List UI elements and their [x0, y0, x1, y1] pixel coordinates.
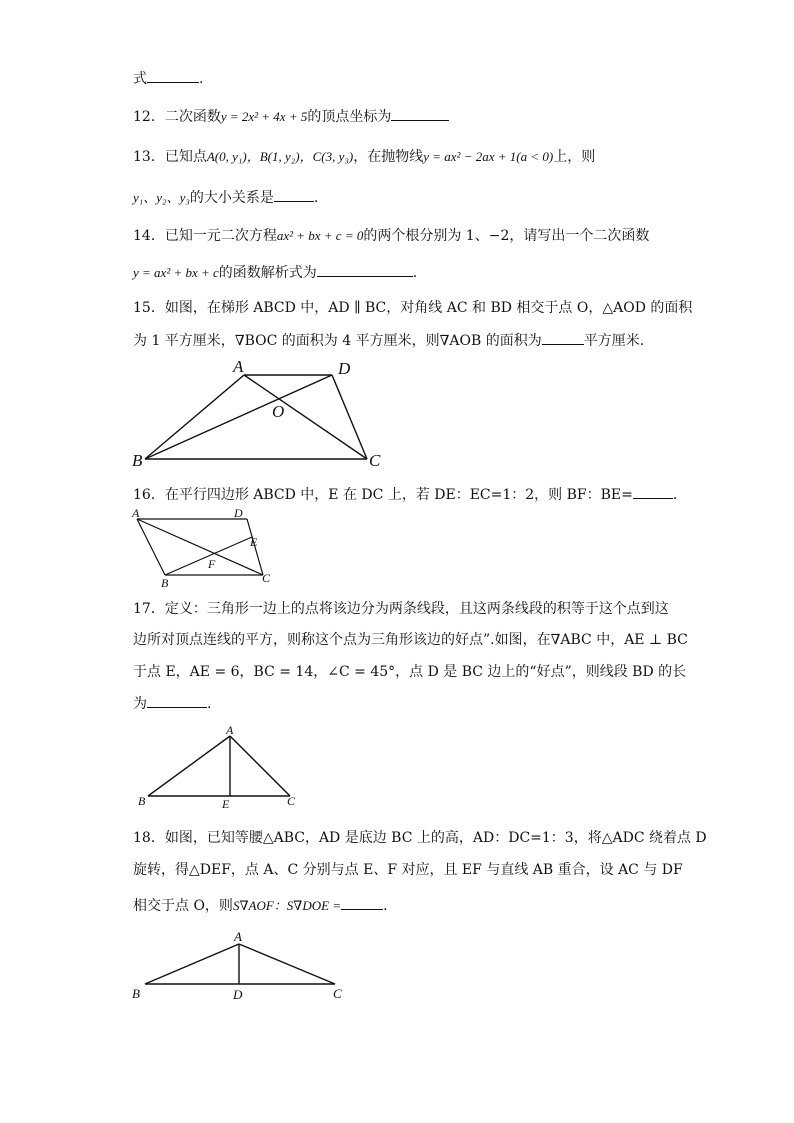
q12-math: y = 2x² + 4x + 5 — [220, 109, 308, 124]
label-B: B — [132, 451, 143, 470]
label-D: D — [234, 506, 243, 520]
q13-points: A(0, y₁)，B(1, y₂)，C(3, y₃) — [206, 149, 354, 164]
q13-end: . — [313, 190, 319, 206]
q17-text-3: 于点 E，AE = 6，BC = 14，∠C = 45°，点 D 是 BC 边上的“好点”，则线段 BD 的长 — [133, 664, 687, 680]
label-A: A — [226, 723, 234, 737]
q11-text: 式 — [133, 71, 147, 87]
q14-text-b: 的两个根分别为 1、−2，请写出一个二次函数 — [363, 228, 650, 244]
label-E: E — [222, 797, 230, 811]
q14-text-a: 14．已知一元二次方程 — [133, 228, 277, 244]
q18-text-1: 18．如图，已知等腰△ABC，AD 是底边 BC 上的高，AD：DC=1：3，将△ADC 绕着点 D — [133, 830, 707, 846]
label-C: C — [369, 451, 381, 470]
label-C: C — [333, 986, 342, 1001]
q13-text-b: ，在抛物线 — [353, 149, 424, 165]
q17-text-1: 17．定义：三角形一边上的点将该边分为两条线段，且这两条线段的积等于这个点到这 — [133, 601, 669, 617]
q18-ratio: S∇AOF：S∇DOE = — [232, 898, 342, 913]
q17-text-2: 边所对顶点连线的平方，则称这个点为三角形该边的好点”.如图，在∇ABC 中，AE ⊥ BC — [133, 632, 688, 648]
q16-end: . — [672, 487, 678, 503]
q13-y-values: y₁、y₂、y₃ — [133, 190, 190, 205]
q17-text-4: 为 — [133, 696, 147, 712]
q13-text-d: 的大小关系是 — [189, 190, 274, 206]
q13-text-a: 13．已知点 — [133, 149, 207, 165]
q15-text-1: 15．如图，在梯形 ABCD 中，AD ∥ BC，对角线 AC 和 BD 相交于点 O，△AOD 的面积 — [133, 300, 693, 316]
q12-text: 12．二次函数 — [133, 109, 221, 125]
label-O: O — [272, 402, 285, 421]
segment-AB — [145, 944, 239, 984]
q15-text-b: ∇BOC 的面积为 4 平方厘米，则 — [234, 333, 440, 349]
label-C: C — [287, 794, 296, 808]
q14-end: . — [412, 265, 418, 281]
q11-end: . — [199, 71, 204, 87]
q13-parabola: y = ax² − 2ax + 1(a < 0) — [423, 149, 554, 164]
label-B: B — [138, 794, 146, 808]
q15-text-a: 为 1 平方厘米， — [133, 333, 235, 349]
label-C: C — [262, 571, 271, 585]
q12-after: 的顶点坐标为 — [307, 109, 392, 125]
label-E: E — [250, 535, 258, 549]
q18-text-a: 相交于点 O，则 — [133, 898, 233, 914]
label-A: A — [132, 506, 140, 520]
q18-text-2: 旋转，得△DEF，点 A、C 分别与点 E、F 对应，且 EF 与直线 AB 重合，设 AC 与 DF — [133, 862, 683, 878]
q14-function: y = ax² + bx + c — [133, 265, 219, 280]
q14-equation: ax² + bx + c = 0 — [276, 228, 364, 243]
q15-text-c: ∇AOB 的面积为 — [439, 333, 542, 349]
segment-CA — [239, 944, 335, 984]
q16-text: 16．在平行四边形 ABCD 中，E 在 DC 上，若 DE：EC=1：2，则 BF：BE= — [133, 487, 633, 503]
label-D: D — [338, 359, 351, 378]
label-A: A — [234, 929, 242, 944]
label-F: F — [208, 557, 216, 571]
q15-text-end: 平方厘米. — [583, 333, 645, 349]
label-B: B — [161, 576, 169, 590]
label-B: B — [132, 986, 140, 1001]
q13-text-c: 上，则 — [553, 149, 596, 165]
label-D: D — [233, 987, 243, 1002]
q14-text-c: 的函数解析式为 — [218, 265, 317, 281]
label-A: A — [233, 357, 244, 376]
q18-end: . — [383, 898, 388, 914]
q17-end: . — [207, 696, 212, 712]
